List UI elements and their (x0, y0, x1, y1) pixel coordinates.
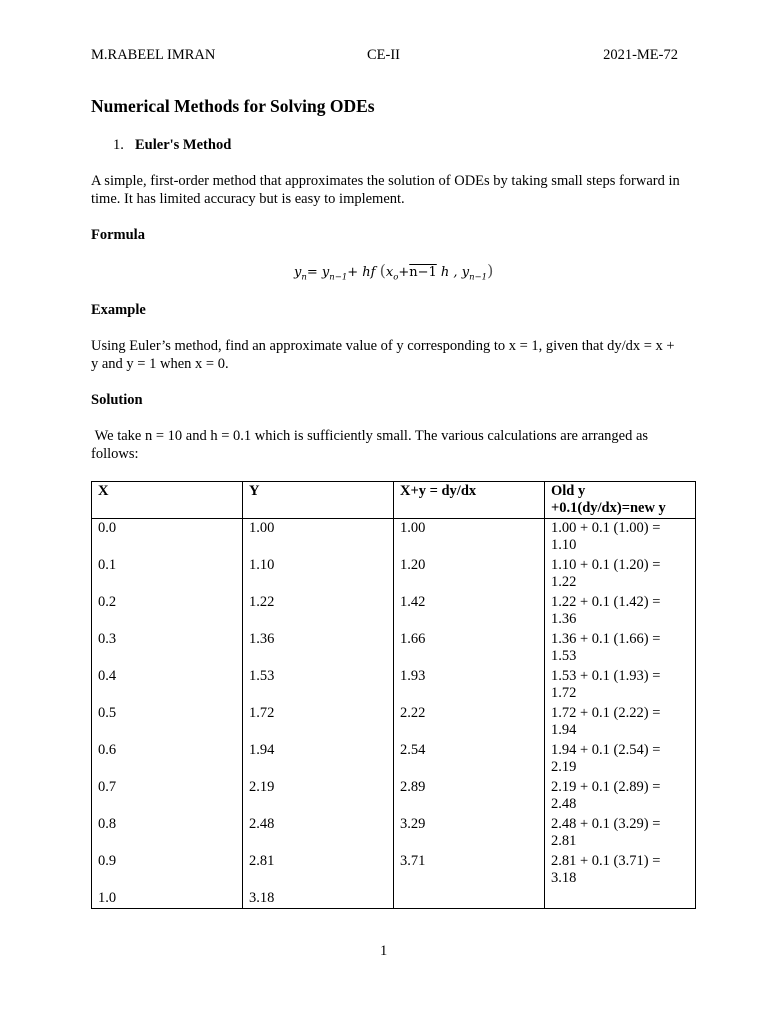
table-row (92, 815, 696, 852)
formula-y2: y (461, 265, 470, 280)
table-cell: 1.66 (394, 630, 545, 667)
table-row (92, 889, 696, 909)
table-header-y: Y (243, 482, 394, 519)
table-cell: 1.36 + 0.1 (1.66) = 1.53 (545, 630, 696, 667)
table-cell: 2.89 (394, 778, 545, 815)
table-cell: 0.6 (92, 741, 243, 778)
table-cell: 1.94 (243, 741, 394, 778)
table-cell: 3.29 (394, 815, 545, 852)
table-row (92, 556, 696, 593)
section-label: Euler's Method (135, 137, 232, 153)
table-cell: 0.5 (92, 704, 243, 741)
section-list-item (113, 137, 231, 154)
table-row (92, 741, 696, 778)
formula-lhs: y (294, 265, 302, 280)
table-cell (394, 889, 545, 909)
formula-x-sub: o (393, 272, 399, 283)
formula-eq: = (306, 265, 322, 280)
table-cell: 1.53 + 0.1 (1.93) = 1.72 (545, 667, 696, 704)
table-cell: 2.48 (243, 815, 394, 852)
example-heading: Example (91, 302, 146, 318)
table-cell: 1.42 (394, 593, 545, 630)
table-header-dydx: X+y = dy/dx (394, 482, 545, 519)
table-row (92, 852, 696, 889)
table-cell: 1.00 + 0.1 (1.00) = 1.10 (545, 519, 696, 557)
table-row (92, 667, 696, 704)
table-row (92, 519, 696, 557)
table-cell: 1.0 (92, 889, 243, 909)
table-cell: 1.94 + 0.1 (2.54) = 2.19 (545, 741, 696, 778)
table-cell: 2.22 (394, 704, 545, 741)
table-header-x: X (92, 482, 243, 519)
table-cell: 1.10 (243, 556, 394, 593)
table-cell: 0.4 (92, 667, 243, 704)
table-cell: 1.22 (243, 593, 394, 630)
table-cell: 1.00 (394, 519, 545, 557)
header-roll-number: 2021-ME-72 (603, 47, 678, 63)
formula-overline: n−1 (409, 265, 437, 280)
formula-x: x (385, 265, 394, 280)
table-cell: 1.93 (394, 667, 545, 704)
table-row (92, 630, 696, 667)
formula-open-paren: ( (379, 261, 386, 280)
table-cell: 0.2 (92, 593, 243, 630)
table-cell: 0.9 (92, 852, 243, 889)
page-header (91, 47, 678, 65)
table-header-row (92, 482, 696, 519)
formula-y2-sub: n−1 (469, 272, 488, 283)
formula-y: y (321, 265, 330, 280)
table-row (92, 593, 696, 630)
table-row (92, 778, 696, 815)
table-cell: 1.36 (243, 630, 394, 667)
table-cell: 0.1 (92, 556, 243, 593)
formula-plus-hf: + hf (347, 265, 376, 280)
formula-heading: Formula (91, 227, 145, 243)
document-title: Numerical Methods for Solving ODEs (91, 96, 375, 116)
table-cell: 1.72 + 0.1 (2.22) = 1.94 (545, 704, 696, 741)
formula-h: h , (440, 265, 458, 280)
table-cell: 0.8 (92, 815, 243, 852)
table-cell (545, 889, 696, 909)
table-cell: 2.19 + 0.1 (2.89) = 2.48 (545, 778, 696, 815)
table-cell: 1.20 (394, 556, 545, 593)
section-number: 1. (113, 137, 124, 153)
table-cell: 3.71 (394, 852, 545, 889)
table-cell: 2.19 (243, 778, 394, 815)
formula-y-sub: n−1 (329, 272, 348, 283)
header-course: CE-II (367, 47, 401, 63)
formula-lhs-sub: n (301, 272, 307, 283)
page-number: 1 (380, 943, 388, 959)
table-cell: 1.22 + 0.1 (1.42) = 1.36 (545, 593, 696, 630)
header-author: M.RABEEL IMRAN (91, 47, 216, 63)
table-cell: 1.53 (243, 667, 394, 704)
table-header-new-y: Old y +0.1(dy/dx)=new y (545, 482, 696, 519)
table-cell: 1.00 (243, 519, 394, 557)
example-paragraph: Using Euler’s method, find an approximate value of y corresponding to x = 1, given that dy/dx = x + y and y = 1 when x = 0. (91, 338, 675, 372)
euler-formula (294, 261, 493, 283)
table-cell: 2.81 (243, 852, 394, 889)
table-cell: 2.54 (394, 741, 545, 778)
table-row (92, 704, 696, 741)
table-cell: 1.10 + 0.1 (1.20) = 1.22 (545, 556, 696, 593)
formula-close-paren: ) (487, 261, 494, 280)
table-cell: 3.18 (243, 889, 394, 909)
table-cell: 0.7 (92, 778, 243, 815)
table-cell: 0.0 (92, 519, 243, 557)
table-cell: 2.81 + 0.1 (3.71) = 3.18 (545, 852, 696, 889)
solution-heading: Solution (91, 392, 143, 408)
table-cell: 2.48 + 0.1 (3.29) = 2.81 (545, 815, 696, 852)
table-cell: 1.72 (243, 704, 394, 741)
solution-paragraph: We take n = 10 and h = 0.1 which is sufficiently small. The various calculations are arranged as follows: (91, 428, 652, 462)
euler-table (91, 481, 696, 909)
formula-plus: + (398, 265, 410, 280)
intro-paragraph: A simple, first-order method that approximates the solution of ODEs by taking small steps forward in time. It has limited accuracy but is easy to implement. (91, 173, 680, 207)
table-cell: 0.3 (92, 630, 243, 667)
